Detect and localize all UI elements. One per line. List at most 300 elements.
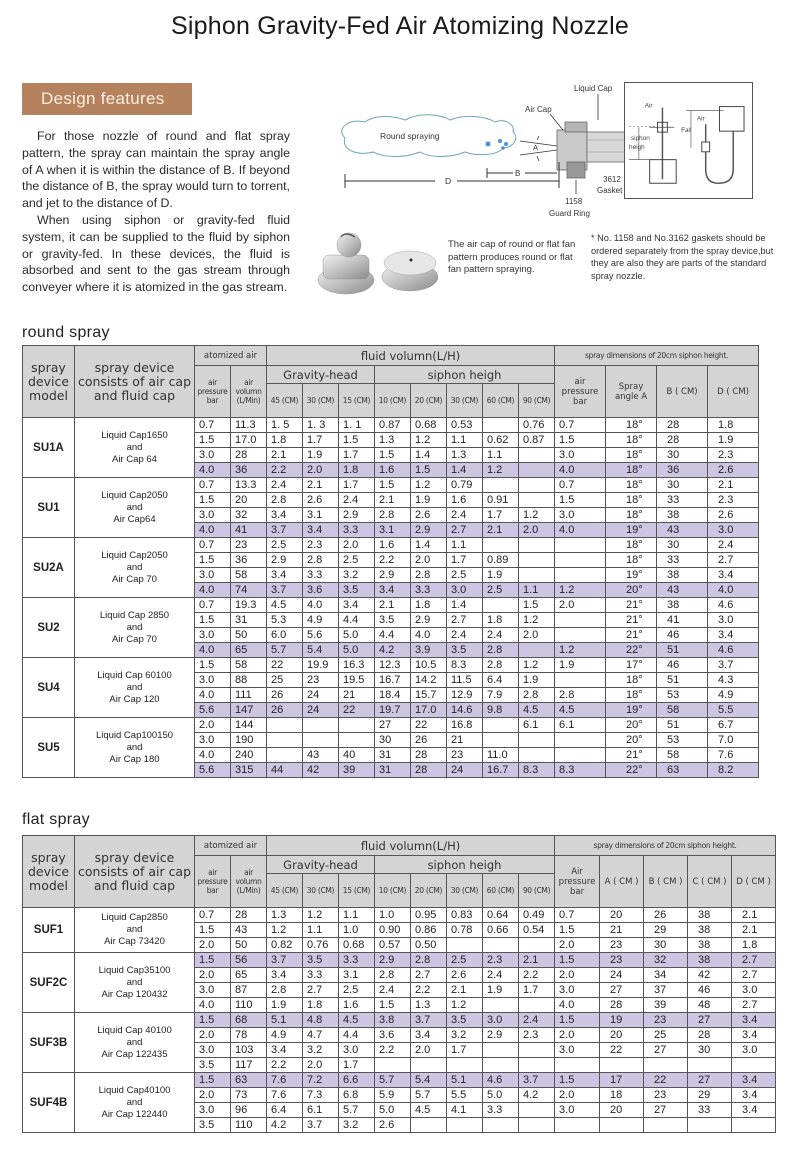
table-cell: 5.7 xyxy=(411,1088,447,1103)
table-cell: 20 xyxy=(231,493,267,508)
table-cell: 38 xyxy=(657,508,708,523)
table-cell: 1.9 xyxy=(411,493,447,508)
table-cell: 1.5 xyxy=(555,1073,600,1088)
table-cell: 6.1 xyxy=(555,718,606,733)
table-cell: 2.0 xyxy=(555,1088,600,1103)
table-cell: 46 xyxy=(657,628,708,643)
table-cell: 2.1 xyxy=(519,953,555,968)
table-cell: 2.9 xyxy=(375,953,411,968)
table-cell: 6.1 xyxy=(519,718,555,733)
consists-line: and xyxy=(126,924,143,935)
table-cell: 3.3 xyxy=(483,1103,519,1118)
table-cell: 3.0 xyxy=(195,983,231,998)
consists-line: and xyxy=(126,741,143,753)
table-cell xyxy=(519,538,555,553)
table-cell: 3.0 xyxy=(339,1043,375,1058)
table-cell: 2.4 xyxy=(483,628,519,643)
air-cap-product-image xyxy=(313,225,443,300)
table-cell: 16.7 xyxy=(483,763,519,778)
table-cell: 96 xyxy=(231,1103,267,1118)
table-cell: 22° xyxy=(606,763,657,778)
table-cell: 58 xyxy=(231,568,267,583)
table-cell: 3.4 xyxy=(267,1043,303,1058)
table-row xyxy=(23,1073,776,1088)
table-cell: 33 xyxy=(657,553,708,568)
table-cell xyxy=(483,718,519,733)
table-cell: 3.0 xyxy=(555,983,600,998)
table-cell: 1.5 xyxy=(195,923,231,938)
table-cell: 44 xyxy=(267,763,303,778)
table-cell: 2.1 xyxy=(447,983,483,998)
header-spray-dimensions: spray dimensions of 20cm siphon height. xyxy=(555,346,759,366)
table-cell: 2.5 xyxy=(267,538,303,553)
table-cell: 3.0 xyxy=(195,733,231,748)
table-cell: 2.6 xyxy=(375,1118,411,1133)
consists-line: Air Cap64 xyxy=(113,513,156,525)
table-cell: 2.3 xyxy=(708,448,759,463)
table-cell xyxy=(519,1058,555,1073)
table-cell: 0.7 xyxy=(555,478,606,493)
table-cell: 1.2 xyxy=(447,998,483,1013)
table-cell: 2.6 xyxy=(303,493,339,508)
gasket-note: * No. 1158 and No.3162 gaskets should be ordered separately from the spray device,but they are also they are parts of the standard spray nozzle. xyxy=(591,233,774,281)
table-cell: 1.7 xyxy=(339,448,375,463)
table-cell xyxy=(519,463,555,478)
header-g15: 15 (CM) xyxy=(339,384,375,418)
consists-line: Liquid Cap 2850 xyxy=(99,609,170,621)
table-cell: 2.1 xyxy=(708,478,759,493)
table-cell: 4.2 xyxy=(375,643,411,658)
table-cell: 3.5 xyxy=(375,613,411,628)
table-cell: 1.2 xyxy=(303,908,339,923)
flat-spray-table-body xyxy=(23,908,776,1133)
table-cell: 5.0 xyxy=(375,1103,411,1118)
design-features-text xyxy=(22,128,290,296)
table-cell: 3.0 xyxy=(195,508,231,523)
table-cell xyxy=(483,1058,519,1073)
table-cell: 2.6 xyxy=(708,463,759,478)
table-cell: 26 xyxy=(411,733,447,748)
table-cell: 1.1 xyxy=(303,923,339,938)
table-cell: 3.7 xyxy=(267,953,303,968)
table-cell: 2.8 xyxy=(555,688,606,703)
table-cell: 65 xyxy=(231,643,267,658)
table-cell: 4.9 xyxy=(267,1028,303,1043)
table-cell: 2.5 xyxy=(447,568,483,583)
table-cell xyxy=(732,1118,776,1133)
table-cell: 18° xyxy=(606,538,657,553)
table-cell: 6.1 xyxy=(303,1103,339,1118)
table-cell: 3.6 xyxy=(375,1028,411,1043)
table-cell: 63 xyxy=(231,1073,267,1088)
table-cell: 5.3 xyxy=(267,613,303,628)
table-cell: 5.1 xyxy=(267,1013,303,1028)
table-cell xyxy=(411,1118,447,1133)
table-cell: 4.4 xyxy=(375,628,411,643)
table-cell: 2.8 xyxy=(375,508,411,523)
table-cell: 3.5 xyxy=(339,583,375,598)
table-cell: 18° xyxy=(606,463,657,478)
table-cell: 24 xyxy=(303,703,339,718)
table-cell: 3.4 xyxy=(303,523,339,538)
table-cell: 3.2 xyxy=(339,1118,375,1133)
header-s20: 20 (CM) xyxy=(411,384,447,418)
table-cell: 1.5 xyxy=(195,493,231,508)
table-cell: 2.8 xyxy=(411,568,447,583)
table-cell: 42 xyxy=(303,763,339,778)
table-cell: 74 xyxy=(231,583,267,598)
table-cell: 3.4 xyxy=(267,968,303,983)
table-cell: 32 xyxy=(644,953,688,968)
table-cell: 18° xyxy=(606,688,657,703)
table-cell: 2.5 xyxy=(339,553,375,568)
table-row xyxy=(23,908,776,923)
table-cell: 58 xyxy=(657,703,708,718)
consists-line: Liquid Cap2850 xyxy=(101,912,168,923)
table-cell: 2.2 xyxy=(375,1043,411,1058)
table-cell: 28 xyxy=(600,998,644,1013)
table-cell: 12.3 xyxy=(375,658,411,673)
table-cell: 0.62 xyxy=(483,433,519,448)
table-cell: 0.79 xyxy=(447,478,483,493)
table-cell: 1.2 xyxy=(519,613,555,628)
table-cell: 4.0 xyxy=(555,998,600,1013)
table-cell: 5.0 xyxy=(483,1088,519,1103)
table-cell: 19.9 xyxy=(303,658,339,673)
table-cell: 0.54 xyxy=(519,923,555,938)
table-cell: 4.0 xyxy=(303,598,339,613)
table-cell: 7.2 xyxy=(303,1073,339,1088)
header-siphon-heigh: siphon heigh xyxy=(375,366,555,384)
table-cell: 28 xyxy=(657,418,708,433)
table-cell: 23 xyxy=(644,1013,688,1028)
table-cell: 3.1 xyxy=(375,523,411,538)
table-row xyxy=(23,598,759,613)
table-cell: 19° xyxy=(606,703,657,718)
table-cell: 43 xyxy=(657,523,708,538)
table-cell: 50 xyxy=(231,938,267,953)
table-cell: 38 xyxy=(688,953,732,968)
nozzle-spray-diagram xyxy=(325,78,625,228)
header-spray-dimensions: spray dimensions of 20cm siphon height. xyxy=(555,836,776,856)
table-cell: 11.5 xyxy=(447,673,483,688)
table-cell: 17.0 xyxy=(231,433,267,448)
table-cell: 2.1 xyxy=(375,493,411,508)
table-cell: 2.0 xyxy=(555,968,600,983)
table-cell: 11.0 xyxy=(483,748,519,763)
table-row xyxy=(23,953,776,968)
table-cell: 1.9 xyxy=(555,658,606,673)
table-cell: 4.0 xyxy=(195,998,231,1013)
table-cell: 11.3 xyxy=(231,418,267,433)
table-cell: 6.4 xyxy=(483,673,519,688)
table-cell: 7.0 xyxy=(708,733,759,748)
model-cell: SU2A xyxy=(23,538,75,598)
table-cell: 1.7 xyxy=(303,433,339,448)
table-cell: 1.4 xyxy=(411,538,447,553)
table-cell: 18 xyxy=(600,1088,644,1103)
table-cell xyxy=(519,748,555,763)
table-cell: 2.0 xyxy=(555,938,600,953)
consists-line: Liquid Cap35100 xyxy=(98,964,171,976)
table-cell: 2.4 xyxy=(708,538,759,553)
table-cell: 22° xyxy=(606,643,657,658)
header-b: B ( CM ) xyxy=(644,856,688,908)
table-cell: 5.6 xyxy=(195,703,231,718)
design-paragraph: When using siphon or gravity-fed fluid system, it can be supplied to the fluid by siphon or gravity-fed. In these devices, the fluid is absorbed and sent to the gas stream through conveyer where it is atomized in the gas stream. xyxy=(22,212,290,295)
table-cell: 1.9 xyxy=(303,448,339,463)
table-cell: 30 xyxy=(375,733,411,748)
table-cell: 1.6 xyxy=(375,463,411,478)
table-cell: 23 xyxy=(231,538,267,553)
table-cell: 27 xyxy=(600,983,644,998)
table-cell: 38 xyxy=(657,598,708,613)
table-cell: 3.6 xyxy=(303,583,339,598)
table-cell: 2.8 xyxy=(483,643,519,658)
table-cell: 2.7 xyxy=(447,613,483,628)
table-cell: 43 xyxy=(303,748,339,763)
table-cell: 2.7 xyxy=(732,953,776,968)
air-cap-description: The air cap of round or flat fan pattern produces round or flat fan pattern spraying. xyxy=(448,239,576,275)
table-cell xyxy=(519,1043,555,1058)
consists-line: Liquid Cap2050 xyxy=(101,489,168,501)
table-cell: 30 xyxy=(657,538,708,553)
table-cell: 14.6 xyxy=(447,703,483,718)
table-cell: 18° xyxy=(606,508,657,523)
svg-text:siphon: siphon xyxy=(631,135,650,143)
consists-line: and xyxy=(126,976,143,988)
table-cell: 1.9 xyxy=(483,568,519,583)
table-cell: 4.6 xyxy=(708,643,759,658)
table-cell: 1.0 xyxy=(339,923,375,938)
table-cell: 0.50 xyxy=(411,938,447,953)
table-cell: 3.4 xyxy=(732,1028,776,1043)
table-cell: 3.7 xyxy=(708,658,759,673)
table-cell xyxy=(519,998,555,1013)
table-cell: 0.83 xyxy=(447,908,483,923)
table-cell xyxy=(644,1058,688,1073)
table-cell: 8.3 xyxy=(519,763,555,778)
guard-ring-label: Guard Ring xyxy=(549,209,590,218)
header-gravity-head: Gravity-head xyxy=(267,856,375,874)
header-s90: 90 (CM) xyxy=(519,384,555,418)
table-cell: 58 xyxy=(657,748,708,763)
table-cell: 3.0 xyxy=(708,613,759,628)
table-cell: 0.68 xyxy=(339,938,375,953)
table-cell: 19.5 xyxy=(339,673,375,688)
table-cell: 24 xyxy=(447,763,483,778)
table-cell: 1.4 xyxy=(411,448,447,463)
table-cell: 0.76 xyxy=(519,418,555,433)
table-cell: 1.1 xyxy=(483,448,519,463)
table-cell: 5.1 xyxy=(447,1073,483,1088)
table-cell: 23 xyxy=(644,1088,688,1103)
table-cell: 20 xyxy=(600,1028,644,1043)
table-cell: 2.0 xyxy=(195,938,231,953)
table-cell: 7.6 xyxy=(708,748,759,763)
svg-text:Air: Air xyxy=(644,102,653,110)
consists-line: Liquid Cap40100 xyxy=(98,1084,171,1096)
table-cell: 2.7 xyxy=(411,968,447,983)
header-spray-angle: Spray angle A xyxy=(606,366,657,418)
table-cell: 42 xyxy=(688,968,732,983)
header-c: C ( CM ) xyxy=(688,856,732,908)
table-cell: 3.4 xyxy=(732,1088,776,1103)
table-cell: 3.0 xyxy=(195,448,231,463)
svg-text:Fall: Fall xyxy=(681,127,692,135)
header-g30: 30 (CM) xyxy=(303,874,339,908)
table-cell: 3.0 xyxy=(732,1043,776,1058)
consists-line: and xyxy=(126,501,143,513)
table-cell: 2.8 xyxy=(519,688,555,703)
table-cell xyxy=(555,553,606,568)
table-cell: 4.0 xyxy=(195,463,231,478)
header-air-pressure: air pressure bar xyxy=(195,366,231,418)
table-cell: 315 xyxy=(231,763,267,778)
table-cell: 1.7 xyxy=(519,983,555,998)
table-cell: 240 xyxy=(231,748,267,763)
svg-text:B: B xyxy=(515,169,521,178)
table-cell: 3.0 xyxy=(195,628,231,643)
table-cell: 4.4 xyxy=(339,1028,375,1043)
table-cell xyxy=(339,718,375,733)
table-cell: 2.2 xyxy=(411,983,447,998)
table-cell: 27 xyxy=(644,1103,688,1118)
table-cell: 3.5 xyxy=(303,953,339,968)
consists-line: Liquid Cap100150 xyxy=(95,729,174,741)
table-cell xyxy=(267,733,303,748)
table-cell: 37 xyxy=(644,983,688,998)
table-cell: 0.49 xyxy=(519,908,555,923)
table-cell: 87 xyxy=(231,983,267,998)
table-cell: 63 xyxy=(657,763,708,778)
table-cell: 39 xyxy=(644,998,688,1013)
consists-line: Liquid Cap2050 xyxy=(101,549,168,561)
table-cell xyxy=(688,1118,732,1133)
table-cell: 1.6 xyxy=(339,998,375,1013)
table-cell xyxy=(519,643,555,658)
table-cell: 21° xyxy=(606,613,657,628)
table-cell: 1.4 xyxy=(447,463,483,478)
table-cell: 3.0 xyxy=(555,508,606,523)
table-row xyxy=(23,478,759,493)
table-cell: 2.0 xyxy=(195,968,231,983)
table-cell: 1.1 xyxy=(519,583,555,598)
table-cell: 2.0 xyxy=(519,523,555,538)
model-cell: SU5 xyxy=(23,718,75,778)
table-cell: 17 xyxy=(600,1073,644,1088)
design-features-badge: Design features xyxy=(22,83,192,115)
table-cell: 4.6 xyxy=(708,598,759,613)
table-cell: 2.7 xyxy=(303,983,339,998)
header-atomized-air: atomized air xyxy=(195,346,267,366)
table-cell: 30 xyxy=(657,478,708,493)
table-cell xyxy=(483,598,519,613)
table-cell: 28 xyxy=(688,1028,732,1043)
table-cell: 1.2 xyxy=(483,463,519,478)
table-cell xyxy=(483,998,519,1013)
table-cell: 24 xyxy=(303,688,339,703)
table-cell: 0.68 xyxy=(411,418,447,433)
table-cell: 30 xyxy=(644,938,688,953)
table-cell: 1.2 xyxy=(519,658,555,673)
table-cell: 1. 5 xyxy=(267,418,303,433)
table-cell: 2.8 xyxy=(375,968,411,983)
table-cell: 28 xyxy=(411,763,447,778)
header-fluid-volumn: fluid volumn(L/H) xyxy=(267,346,555,366)
table-cell: 3.1 xyxy=(303,508,339,523)
table-cell: 2.2 xyxy=(267,463,303,478)
table-cell: 7.3 xyxy=(303,1088,339,1103)
header-s60: 60 (CM) xyxy=(483,384,519,418)
table-cell: 48 xyxy=(688,998,732,1013)
table-cell: 2.6 xyxy=(411,508,447,523)
table-cell: 3.0 xyxy=(195,568,231,583)
table-cell: 16.8 xyxy=(447,718,483,733)
table-cell: 1.9 xyxy=(483,983,519,998)
air-cap-label: Air Cap xyxy=(525,105,552,114)
table-cell: 29 xyxy=(688,1088,732,1103)
table-cell: 147 xyxy=(231,703,267,718)
table-cell: 4.0 xyxy=(411,628,447,643)
table-cell: 9.8 xyxy=(483,703,519,718)
table-cell: 51 xyxy=(657,643,708,658)
table-cell: 38 xyxy=(657,568,708,583)
table-cell: 3.0 xyxy=(555,1103,600,1118)
table-cell: 16.3 xyxy=(339,658,375,673)
table-cell: 2.0 xyxy=(195,1028,231,1043)
table-cell xyxy=(555,568,606,583)
table-cell: 17° xyxy=(606,658,657,673)
table-cell: 2.2 xyxy=(267,1058,303,1073)
table-cell: 5.4 xyxy=(411,1073,447,1088)
table-cell: 4.2 xyxy=(267,1118,303,1133)
model-cell: SUF2C xyxy=(23,953,75,1013)
header-model: spray device model xyxy=(23,836,75,908)
table-cell: 1.6 xyxy=(375,538,411,553)
table-cell: 5.6 xyxy=(195,763,231,778)
table-cell: 0.76 xyxy=(303,938,339,953)
table-cell: 2.0 xyxy=(195,718,231,733)
table-cell: 2.0 xyxy=(519,628,555,643)
consists-cell xyxy=(75,1073,195,1133)
table-cell: 3.3 xyxy=(339,953,375,968)
model-cell: SU4 xyxy=(23,658,75,718)
table-cell: 4.7 xyxy=(303,1028,339,1043)
table-cell: 46 xyxy=(657,658,708,673)
table-cell xyxy=(519,1103,555,1118)
table-cell xyxy=(483,733,519,748)
table-cell: 1.8 xyxy=(303,998,339,1013)
consists-line: Air Cap 70 xyxy=(112,633,157,645)
table-cell: 4.0 xyxy=(195,523,231,538)
table-cell: 3.7 xyxy=(267,583,303,598)
table-cell: 18.4 xyxy=(375,688,411,703)
table-cell: 22 xyxy=(411,718,447,733)
consists-line: Air Cap 70 xyxy=(112,573,157,585)
table-cell: 2.1 xyxy=(732,923,776,938)
table-cell: 3.7 xyxy=(411,1013,447,1028)
table-cell: 0.57 xyxy=(375,938,411,953)
table-cell: 88 xyxy=(231,673,267,688)
table-cell: 1.8 xyxy=(339,463,375,478)
table-cell: 3.0 xyxy=(708,523,759,538)
table-cell: 27 xyxy=(644,1043,688,1058)
table-cell: 1.5 xyxy=(195,658,231,673)
table-cell: 5.4 xyxy=(303,643,339,658)
consists-cell xyxy=(75,908,195,953)
table-cell: 1.5 xyxy=(375,998,411,1013)
